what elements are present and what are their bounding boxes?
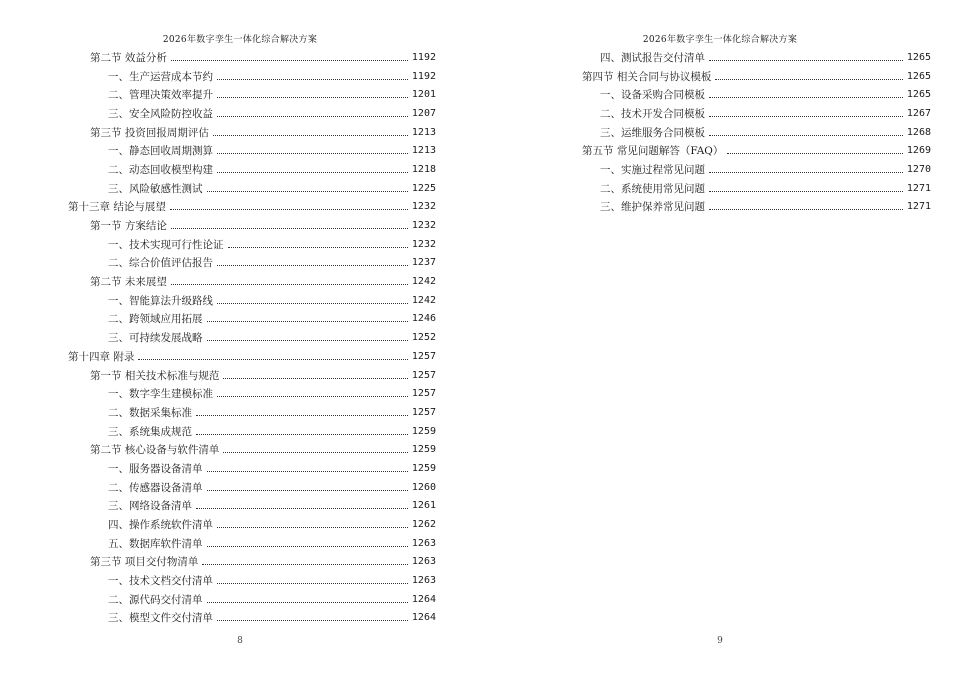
- toc-entry-page: 1257: [411, 388, 436, 400]
- toc-entry[interactable]: [68, 609, 436, 628]
- dot-leader: [138, 359, 408, 360]
- toc-entry-page: 1260: [411, 481, 436, 493]
- dot-leader: [170, 209, 408, 210]
- toc-entry[interactable]: [560, 198, 931, 217]
- toc-entry-page: 1213: [411, 145, 436, 157]
- toc-entry-title: 一、实施过程常见问题: [600, 163, 705, 176]
- dot-leader: [207, 191, 408, 192]
- dot-leader: [715, 79, 903, 80]
- toc-entry-title: 第一节 方案结论: [90, 220, 167, 233]
- toc-entry-page: 1242: [411, 294, 436, 306]
- toc-entry-title: 第二节 未来展望: [90, 276, 167, 289]
- dot-leader: [217, 97, 408, 98]
- toc-entry[interactable]: [68, 67, 436, 86]
- toc-entry-page: 1263: [411, 575, 436, 587]
- toc-entry-title: 第二节 效益分析: [90, 51, 167, 64]
- toc-entry-title: 二、综合价值评估报告: [108, 257, 213, 270]
- toc-entry[interactable]: [560, 104, 931, 123]
- toc-entry-page: 1242: [411, 276, 436, 288]
- toc-entry-title: 三、模型文件交付清单: [108, 612, 213, 625]
- toc-entry-title: 一、技术文档交付清单: [108, 575, 213, 588]
- toc-entry-page: 1213: [411, 126, 436, 138]
- page-number: 8: [237, 636, 243, 646]
- dot-leader: [207, 546, 408, 547]
- dot-leader: [217, 527, 408, 528]
- toc-entry-page: 1265: [906, 70, 931, 82]
- toc-entry-title: 第五节 常见问题解答（FAQ）: [582, 145, 724, 158]
- dot-leader: [171, 284, 408, 285]
- table-of-contents: [68, 48, 436, 627]
- toc-entry[interactable]: [560, 160, 931, 179]
- toc-entry-title: 二、管理决策效率提升: [108, 89, 213, 102]
- dot-leader: [223, 378, 408, 379]
- toc-entry[interactable]: [68, 216, 436, 235]
- toc-entry-page: 1257: [411, 350, 436, 362]
- toc-entry-page: 1259: [411, 462, 436, 474]
- toc-entry[interactable]: [68, 254, 436, 273]
- toc-entry[interactable]: [68, 590, 436, 609]
- toc-entry[interactable]: [68, 403, 436, 422]
- toc-entry-page: 1237: [411, 257, 436, 269]
- toc-entry[interactable]: [68, 160, 436, 179]
- toc-entry[interactable]: [560, 67, 931, 86]
- toc-entry[interactable]: [68, 366, 436, 385]
- dot-leader: [171, 228, 408, 229]
- dot-leader: [223, 452, 408, 453]
- toc-entry-title: 五、数据库软件清单: [108, 537, 203, 550]
- toc-entry[interactable]: [68, 48, 436, 67]
- toc-entry-page: 1252: [411, 332, 436, 344]
- toc-entry-title: 第四节 相关合同与协议模板: [582, 70, 712, 83]
- toc-entry-title: 一、技术实现可行性论证: [108, 238, 224, 251]
- toc-entry-title: 第三节 项目交付物清单: [90, 556, 199, 569]
- dot-leader: [207, 340, 408, 341]
- toc-entry-title: 三、维护保养常见问题: [600, 201, 705, 214]
- toc-entry-page: 1264: [411, 593, 436, 605]
- toc-entry[interactable]: [560, 48, 931, 67]
- dot-leader: [217, 79, 408, 80]
- toc-entry-title: 第十四章 附录: [68, 350, 135, 363]
- toc-entry-page: 1271: [906, 182, 931, 194]
- dot-leader: [217, 116, 408, 117]
- toc-entry-title: 一、静态回收周期测算: [108, 145, 213, 158]
- toc-entry-title: 二、动态回收模型构建: [108, 163, 213, 176]
- toc-entry[interactable]: [68, 422, 436, 441]
- toc-entry[interactable]: [68, 347, 436, 366]
- toc-entry-title: 二、技术开发合同模板: [600, 107, 705, 120]
- dot-leader: [217, 153, 408, 154]
- toc-entry-page: 1261: [411, 500, 436, 512]
- toc-entry-page: 1264: [411, 612, 436, 624]
- dot-leader: [727, 153, 903, 154]
- toc-entry-page: 1265: [906, 89, 931, 101]
- toc-entry[interactable]: [68, 459, 436, 478]
- dot-leader: [709, 116, 903, 117]
- toc-entry[interactable]: [68, 478, 436, 497]
- dot-leader: [213, 135, 408, 136]
- dot-leader: [217, 172, 408, 173]
- dot-leader: [171, 60, 408, 61]
- page-header: 2026年数字孪生一体化综合解决方案: [162, 35, 318, 45]
- toc-entry-title: 一、设备采购合同模板: [600, 89, 705, 102]
- toc-entry-title: 四、操作系统软件清单: [108, 519, 213, 532]
- dot-leader: [207, 321, 408, 322]
- toc-entry-page: 1271: [906, 201, 931, 213]
- dot-leader: [207, 602, 408, 603]
- toc-entry-page: 1201: [411, 89, 436, 101]
- toc-entry[interactable]: [68, 85, 436, 104]
- toc-entry[interactable]: [68, 272, 436, 291]
- toc-entry-page: 1225: [411, 182, 436, 194]
- toc-entry-page: 1218: [411, 163, 436, 175]
- toc-entry[interactable]: [68, 235, 436, 254]
- toc-entry[interactable]: [68, 571, 436, 590]
- toc-entry[interactable]: [68, 534, 436, 553]
- toc-entry[interactable]: [68, 497, 436, 516]
- toc-entry[interactable]: [68, 291, 436, 310]
- toc-entry-title: 二、传感器设备清单: [108, 481, 203, 494]
- toc-entry[interactable]: [68, 310, 436, 329]
- dot-leader: [228, 247, 408, 248]
- toc-entry-page: 1232: [411, 238, 436, 250]
- dot-leader: [709, 191, 903, 192]
- toc-entry-title: 三、可持续发展战略: [108, 332, 203, 345]
- toc-entry[interactable]: [560, 179, 931, 198]
- dot-leader: [709, 172, 903, 173]
- toc-entry[interactable]: [68, 515, 436, 534]
- page-header: 2026年数字孪生一体化综合解决方案: [642, 35, 798, 45]
- toc-entry-page: 1207: [411, 107, 436, 119]
- dot-leader: [196, 508, 408, 509]
- toc-entry[interactable]: [68, 123, 436, 142]
- dot-leader: [709, 135, 903, 136]
- toc-entry-page: 1263: [411, 556, 436, 568]
- toc-entry-page: 1192: [411, 51, 436, 63]
- toc-entry[interactable]: [68, 179, 436, 198]
- dot-leader: [207, 471, 408, 472]
- toc-entry[interactable]: [68, 384, 436, 403]
- dot-leader: [709, 97, 903, 98]
- toc-entry-page: 1267: [906, 107, 931, 119]
- toc-entry-page: 1259: [411, 425, 436, 437]
- toc-entry-title: 二、源代码交付清单: [108, 593, 203, 606]
- toc-entry-title: 二、跨领域应用拓展: [108, 313, 203, 326]
- dot-leader: [709, 60, 903, 61]
- toc-entry-title: 第二节 核心设备与软件清单: [90, 444, 220, 457]
- toc-entry-title: 三、风险敏感性测试: [108, 182, 203, 195]
- dot-leader: [217, 583, 408, 584]
- dot-leader: [709, 209, 903, 210]
- toc-entry-page: 1268: [906, 126, 931, 138]
- toc-entry-page: 1265: [906, 51, 931, 63]
- toc-entry[interactable]: [68, 328, 436, 347]
- toc-entry-title: 四、测试报告交付清单: [600, 51, 705, 64]
- toc-entry[interactable]: [560, 141, 931, 160]
- toc-entry-title: 一、生产运营成本节约: [108, 70, 213, 83]
- toc-entry-title: 第十三章 结论与展望: [68, 201, 166, 214]
- toc-entry-page: 1257: [411, 369, 436, 381]
- toc-entry-title: 一、智能算法升级路线: [108, 294, 213, 307]
- dot-leader: [207, 490, 408, 491]
- table-of-contents: [560, 48, 931, 216]
- toc-entry-title: 一、数字孪生建模标准: [108, 388, 213, 401]
- toc-entry[interactable]: [68, 198, 436, 217]
- toc-entry-page: 1246: [411, 313, 436, 325]
- dot-leader: [217, 265, 408, 266]
- dot-leader: [217, 303, 408, 304]
- toc-entry[interactable]: [68, 553, 436, 572]
- toc-entry-title: 三、运维服务合同模板: [600, 126, 705, 139]
- toc-entry[interactable]: [560, 85, 931, 104]
- toc-entry-page: 1232: [411, 220, 436, 232]
- toc-entry-title: 三、系统集成规范: [108, 425, 192, 438]
- right-page: [480, 0, 960, 682]
- toc-entry-page: 1262: [411, 519, 436, 531]
- toc-entry-page: 1263: [411, 537, 436, 549]
- toc-entry[interactable]: [68, 440, 436, 459]
- toc-entry-title: 二、系统使用常见问题: [600, 182, 705, 195]
- toc-entry-title: 一、服务器设备清单: [108, 462, 203, 475]
- toc-entry-page: 1259: [411, 444, 436, 456]
- toc-entry-title: 第一节 相关技术标准与规范: [90, 369, 220, 382]
- toc-entry-page: 1192: [411, 70, 436, 82]
- toc-entry-page: 1270: [906, 163, 931, 175]
- dot-leader: [217, 396, 408, 397]
- toc-entry[interactable]: [560, 123, 931, 142]
- toc-entry-title: 三、安全风险防控收益: [108, 107, 213, 120]
- toc-entry-page: 1269: [906, 145, 931, 157]
- toc-entry[interactable]: [68, 141, 436, 160]
- dot-leader: [196, 434, 408, 435]
- toc-entry-title: 第三节 投资回报周期评估: [90, 126, 209, 139]
- toc-entry-page: 1232: [411, 201, 436, 213]
- toc-entry-page: 1257: [411, 406, 436, 418]
- page-number: 9: [717, 636, 723, 646]
- toc-entry-title: 二、数据采集标准: [108, 406, 192, 419]
- dot-leader: [202, 564, 408, 565]
- toc-entry[interactable]: [68, 104, 436, 123]
- dot-leader: [196, 415, 408, 416]
- dot-leader: [217, 620, 408, 621]
- toc-entry-title: 三、网络设备清单: [108, 500, 192, 513]
